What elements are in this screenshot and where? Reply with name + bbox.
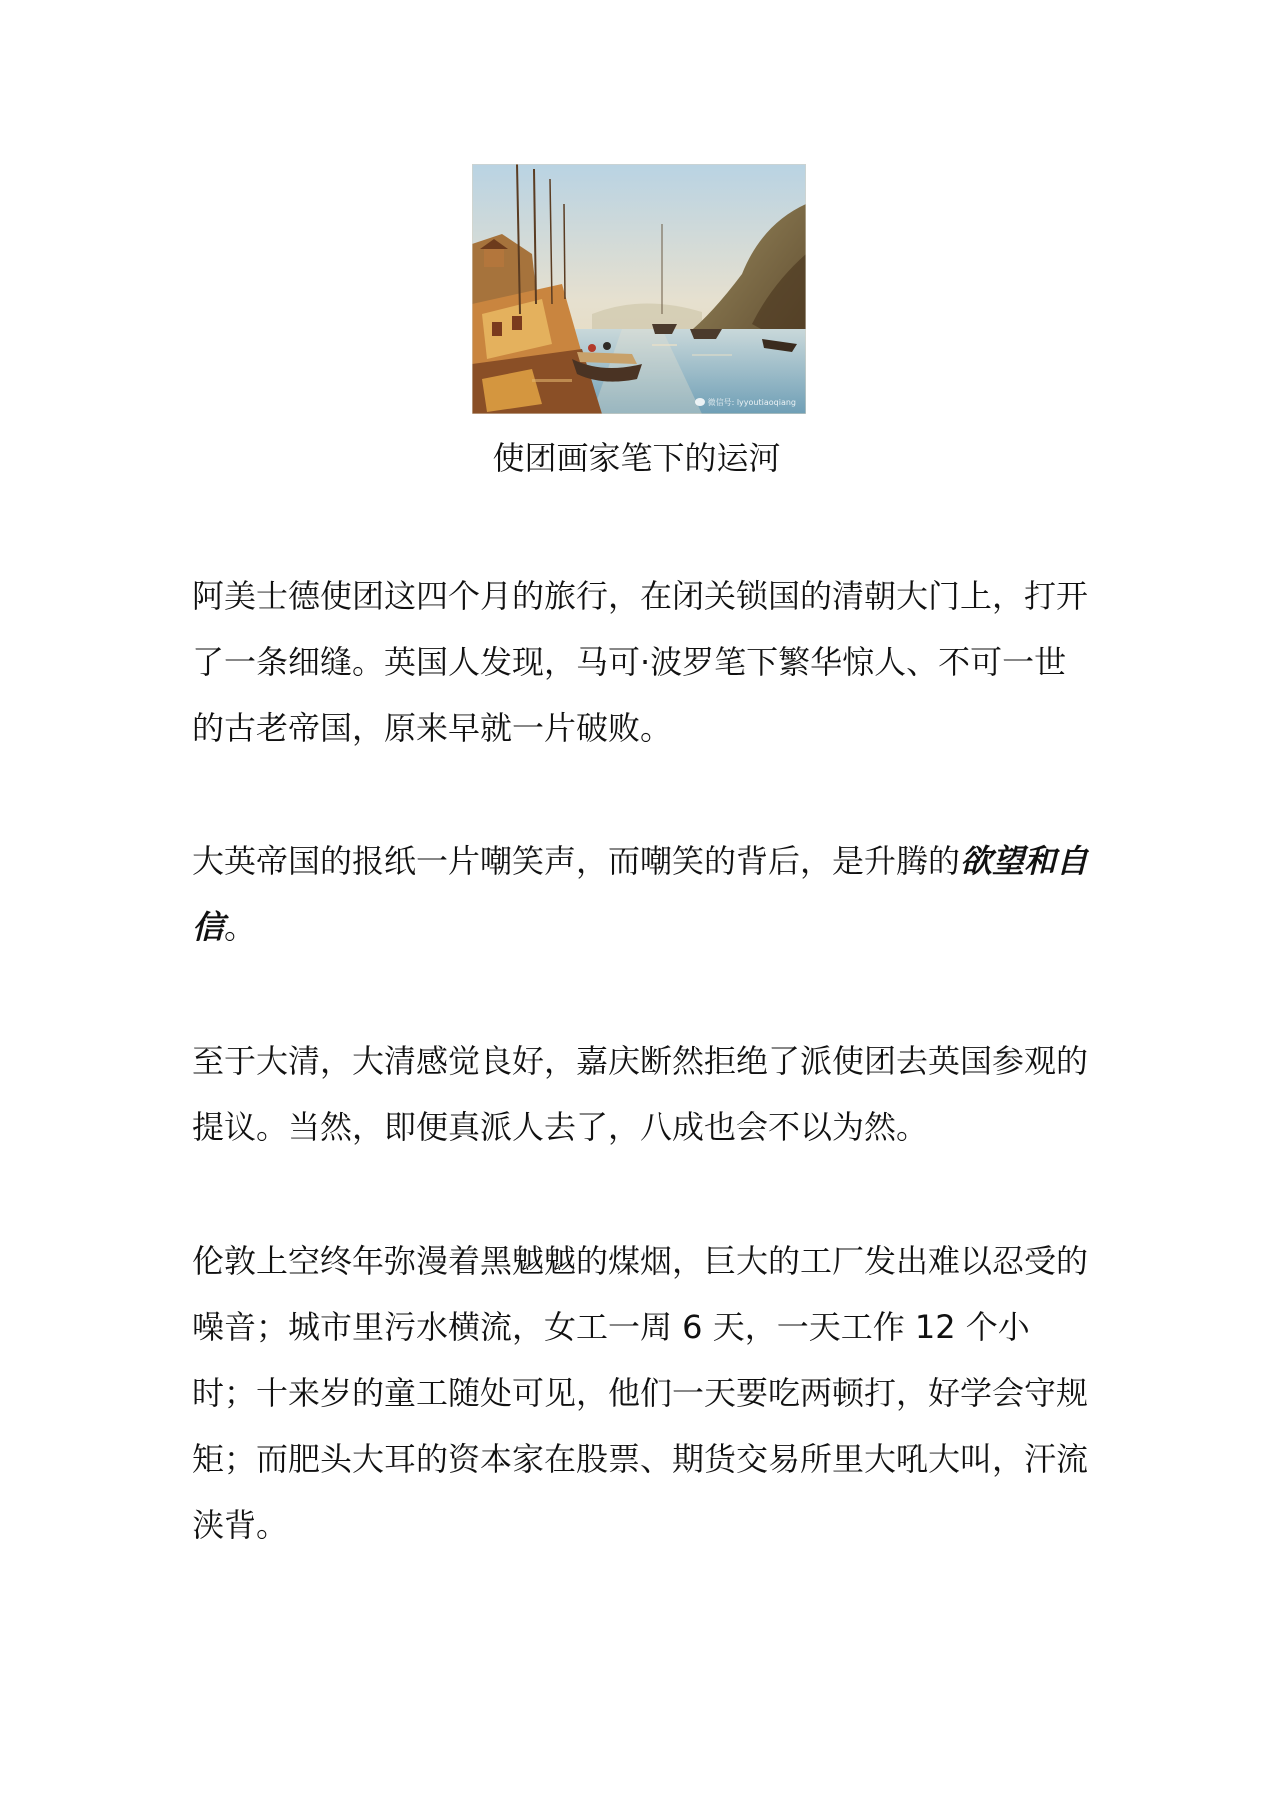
wechat-icon bbox=[695, 398, 705, 406]
paragraph-2-end: 。 bbox=[224, 908, 257, 946]
canal-painting-image bbox=[472, 164, 806, 414]
figure-caption: 使团画家笔下的运河 bbox=[492, 439, 781, 477]
paragraph-2-text: 大英帝国的报纸一片嘲笑声，而嘲笑的背后，是升腾的 bbox=[192, 842, 961, 880]
paragraph-4: 伦敦上空终年弥漫着黑魆魆的煤烟，巨大的工厂发出难以忍受的噪音；城市里污水横流，女工一周 6 天，一天工作 12 个小时；十来岁的童工随处可见，他们一天要吃两顿打，好学会守规矩；而肥头大耳的资本家在股票、期货交易所里大吼大叫，汗流浃背。 bbox=[192, 1242, 1089, 1544]
image-watermark bbox=[695, 397, 796, 408]
paragraph-2-emphasis: 欲望和自信 bbox=[192, 842, 1089, 946]
paragraph-3: 至于大清，大清感觉良好，嘉庆断然拒绝了派使团去英国参观的提议。当然，即便真派人去了，八成也会不以为然。 bbox=[192, 1042, 1089, 1146]
paragraph-1: 阿美士德使团这四个月的旅行，在闭关锁国的清朝大门上，打开了一条细缝。英国人发现，马可·波罗笔下繁华惊人、不可一世的古老帝国，原来早就一片破败。 bbox=[192, 577, 1089, 747]
canal-painting bbox=[472, 164, 806, 414]
paragraph-2 bbox=[192, 828, 1092, 960]
watermark-text: 微信号: lyyoutiaoqiang bbox=[707, 398, 796, 407]
